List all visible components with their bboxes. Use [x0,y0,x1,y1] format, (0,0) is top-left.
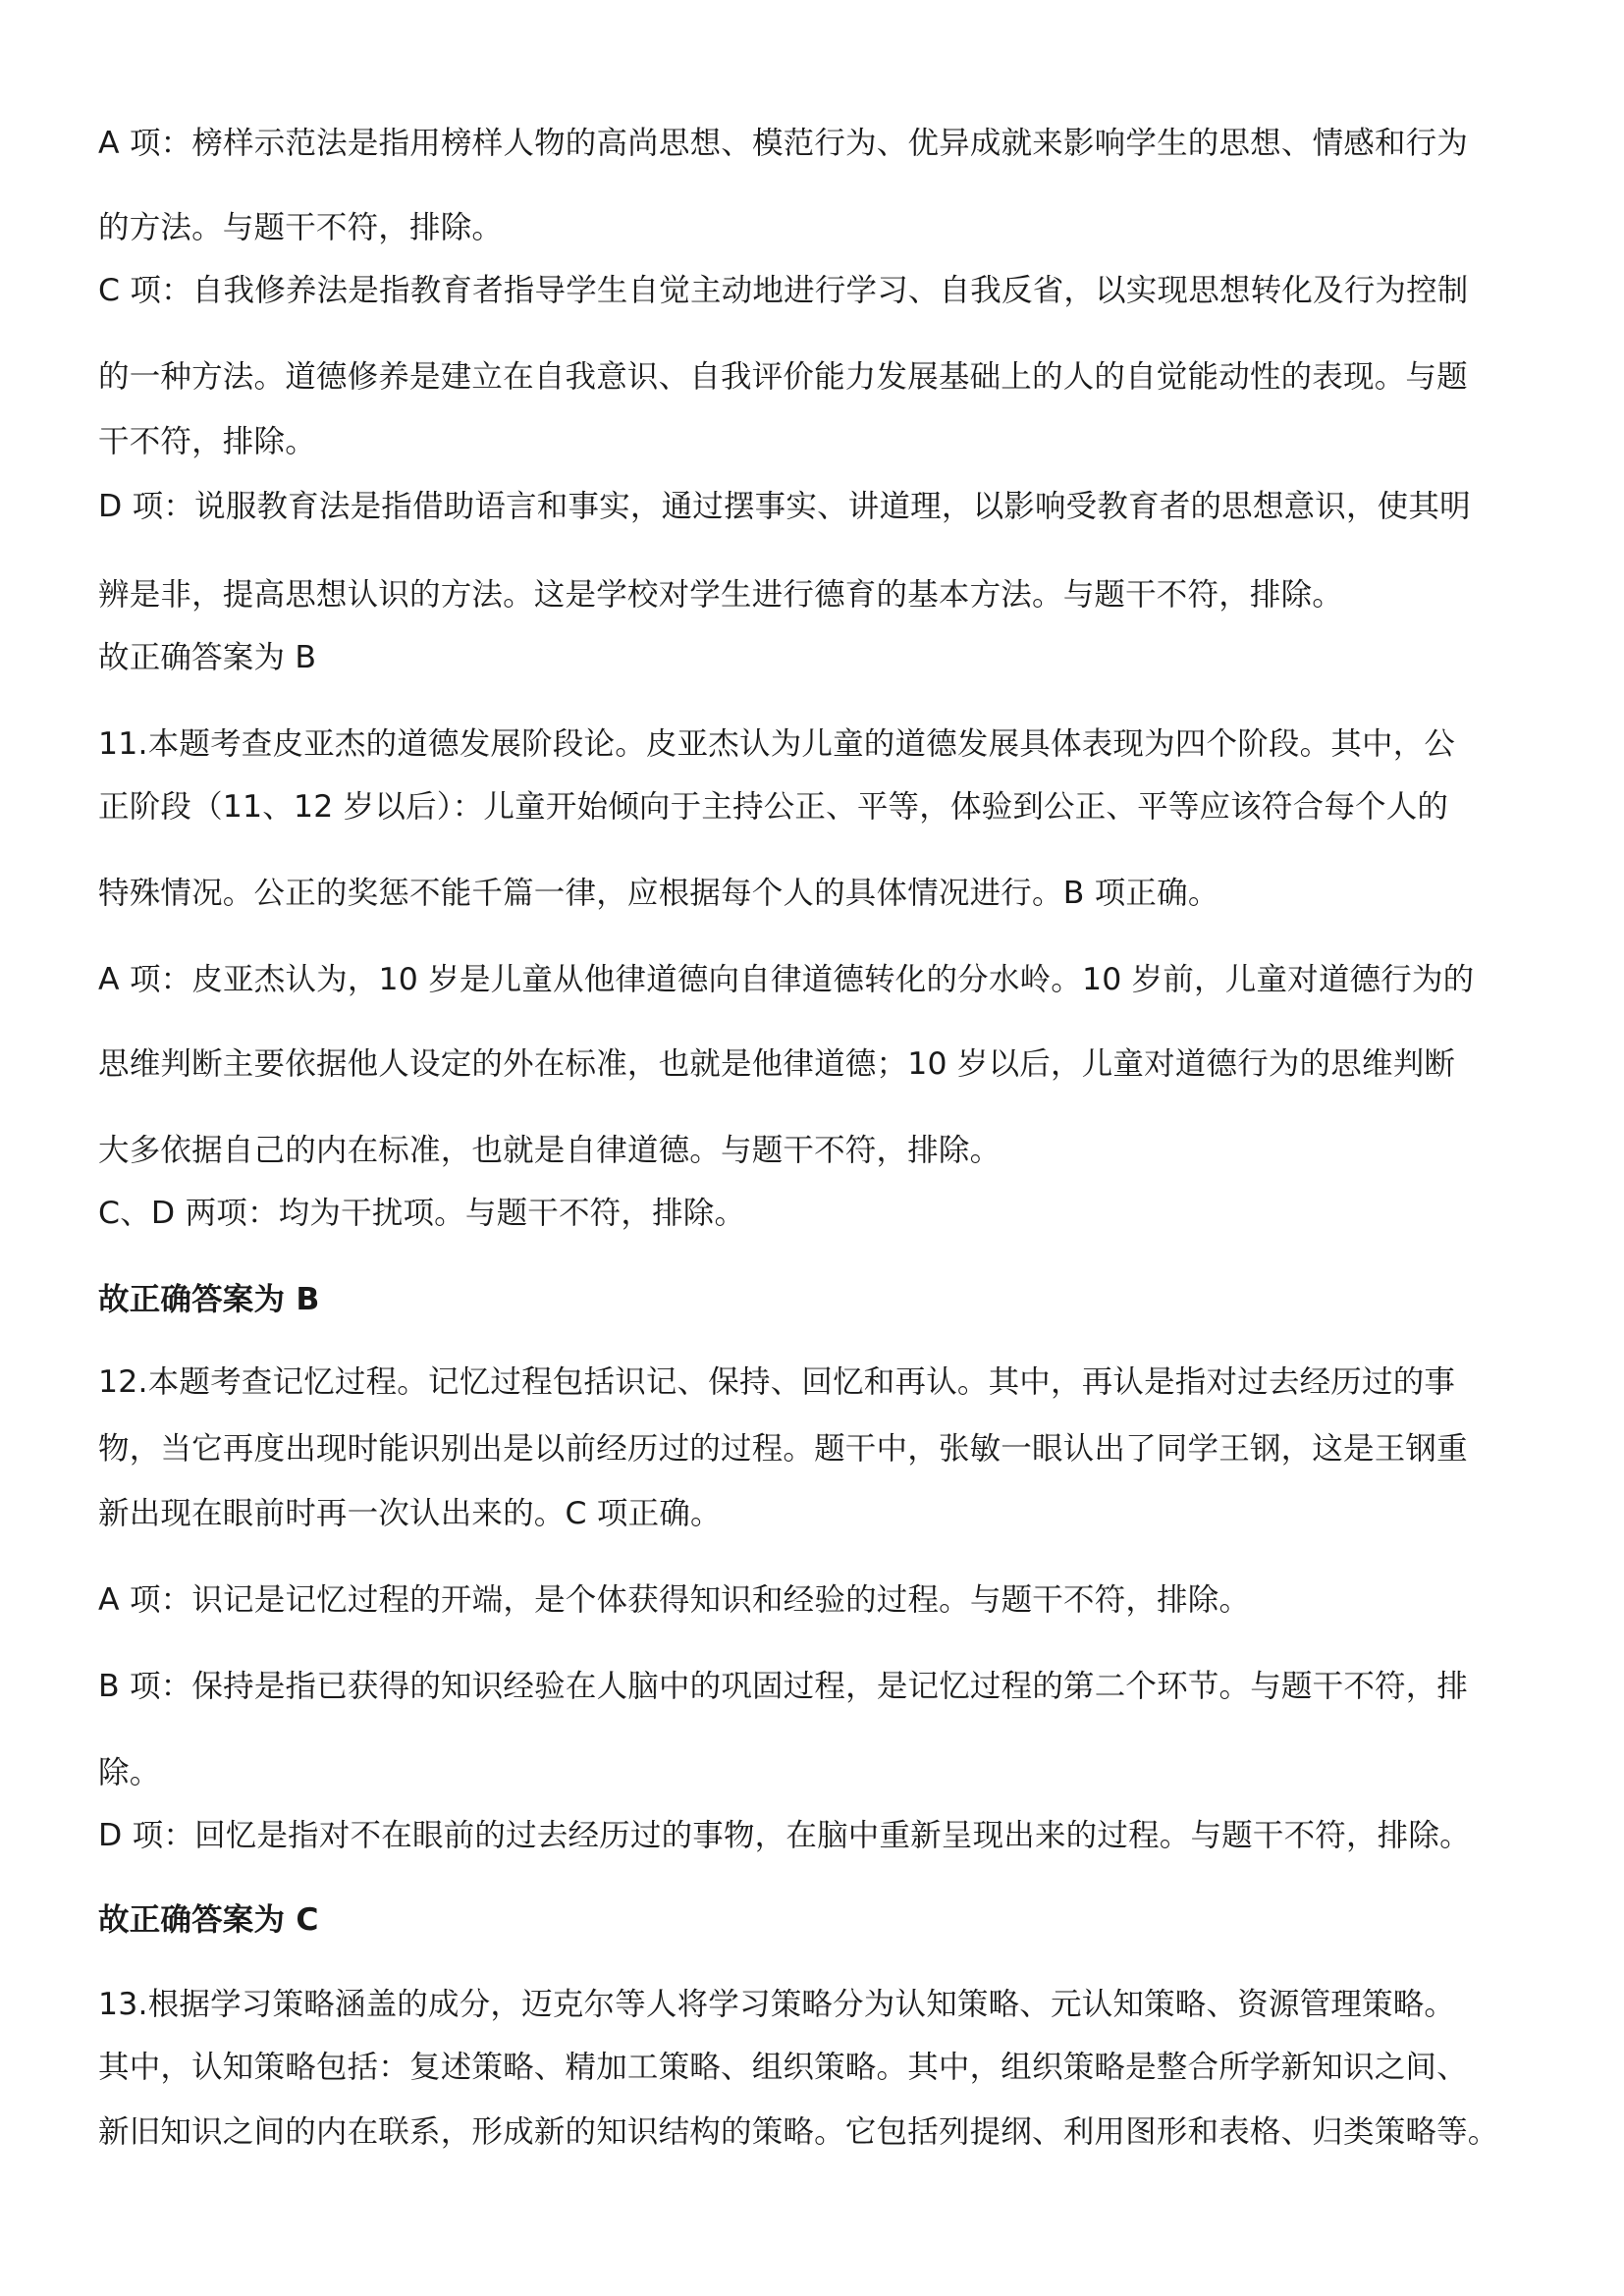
text-line: A 项：榜样示范法是指用榜样人物的高尚思想、模范行为、优异成就来影响学生的思想、情感和行为 [98,126,1469,161]
answer-line: 故正确答案为 B [98,1282,320,1317]
text-line: 特殊情况。公正的奖惩不能千篇一律，应根据每个人的具体情况进行。B 项正确。 [98,876,1219,911]
answer-line: 故正确答案为 C [98,1902,319,1938]
text-line: 思维判断主要依据他人设定的外在标准，也就是他律道德；10 岁以后，儿童对道德行为的思维判断 [98,1046,1456,1082]
text-line: 新出现在眼前时再一次认出来的。C 项正确。 [98,1496,722,1531]
text-line: 大多依据自己的内在标准，也就是自律道德。与题干不符，排除。 [98,1133,1001,1168]
text-line: 物，当它再度出现时能识别出是以前经历过的过程。题干中，张敏一眼认出了同学王钢，这是王钢重 [98,1431,1468,1467]
text-line: 的方法。与题干不符，排除。 [98,210,504,245]
text-line: 其中，认知策略包括：复述策略、精加工策略、组织策略。其中，组织策略是整合所学新知识之间、 [98,2050,1468,2085]
text-line: D 项：说服教育法是指借助语言和事实，通过摆事实、讲道理，以影响受教育者的思想意识，使其明 [98,489,1471,524]
text-line: A 项：皮亚杰认为，10 岁是儿童从他律道德向自律道德转化的分水岭。10 岁前，儿童对道德行为的 [98,962,1475,997]
text-line: 辨是非，提高思想认识的方法。这是学校对学生进行德育的基本方法。与题干不符，排除。 [98,577,1344,613]
question-13-line: 13.根据学习策略涵盖的成分，迈克尔等人将学习策略分为认知策略、元认知策略、资源管理策略。 [98,1987,1456,2022]
text-line: 的一种方法。道德修养是建立在自我意识、自我评价能力发展基础上的人的自觉能动性的表现。与题 [98,359,1468,395]
text-line: A 项：识记是记忆过程的开端，是个体获得知识和经验的过程。与题干不符，排除。 [98,1582,1251,1618]
text-line: 正阶段（11、12 岁以后）：儿童开始倾向于主持公正、平等，体验到公正、平等应该符合每个人的 [98,789,1449,825]
text-line: 新旧知识之间的内在联系，形成新的知识结构的策略。它包括列提纲、利用图形和表格、归类策略等。 [98,2114,1499,2150]
text-line: C、D 两项：均为干扰项。与题干不符，排除。 [98,1196,746,1231]
text-line: C 项：自我修养法是指教育者指导学生自觉主动地进行学习、自我反省，以实现思想转化及行为控制 [98,273,1469,308]
text-line: D 项：回忆是指对不在眼前的过去经历过的事物，在脑中重新呈现出来的过程。与题干不符，排除。 [98,1818,1471,1853]
answer-line: 故正确答案为 B [98,640,317,675]
question-11-line: 11.本题考查皮亚杰的道德发展阶段论。皮亚杰认为儿童的道德发展具体表现为四个阶段。其中，公 [98,726,1456,762]
text-line: 除。 [98,1755,161,1790]
question-12-line: 12.本题考查记忆过程。记忆过程包括识记、保持、回忆和再认。其中，再认是指对过去经历过的事 [98,1364,1456,1400]
text-line: B 项：保持是指已获得的知识经验在人脑中的巩固过程，是记忆过程的第二个环节。与题干不符，排 [98,1669,1469,1704]
text-line: 干不符，排除。 [98,424,316,459]
